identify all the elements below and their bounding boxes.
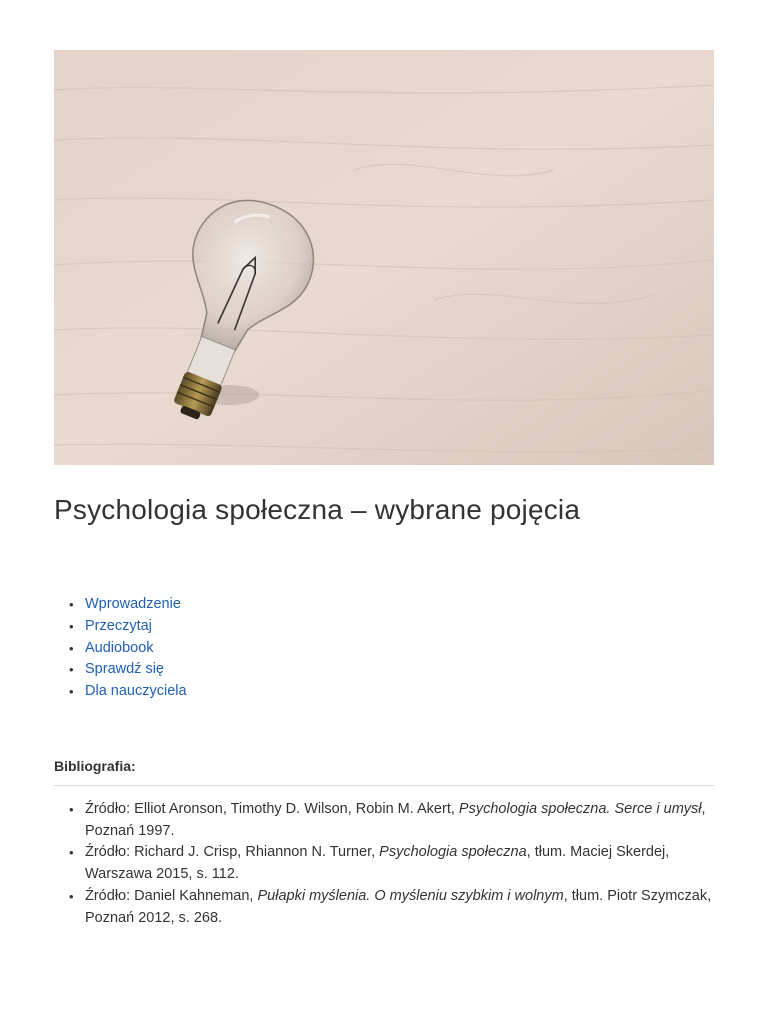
page-title: Psychologia społeczna – wybrane pojęcia <box>54 494 581 525</box>
divider <box>54 785 714 786</box>
bib-entry-title: Pułapki myślenia. O myśleniu szybkim i wolnym <box>257 887 564 904</box>
nav-item-wprowadzenie[interactable] <box>85 594 187 616</box>
bib-entry-suffix: , tłum. Piotr Szymczak, Poznań 2012, s. 268. <box>85 887 712 926</box>
nav-link-wprowadzenie[interactable]: Wprowadzenie <box>85 596 181 612</box>
nav-link-dla-nauczyciela[interactable]: Dla nauczyciela <box>85 683 187 700</box>
bib-entry-prefix: Źródło: Richard J. Crisp, Rhiannon N. Turner, <box>85 844 380 861</box>
bib-entry-prefix: Źródło: Daniel Kahneman, <box>85 887 258 904</box>
bibliography-heading: Bibliografia: <box>54 758 136 774</box>
nav-item-przeczytaj[interactable] <box>85 616 187 638</box>
bib-entry-title: Psychologia społeczna. Serce i umysł <box>458 801 702 817</box>
section-nav <box>54 594 187 703</box>
nav-item-sprawdz-sie[interactable] <box>85 659 187 681</box>
nav-item-audiobook[interactable] <box>85 638 187 660</box>
nav-link-sprawdz-sie[interactable]: Sprawdź się <box>85 661 164 678</box>
light-bulb-icon <box>54 50 714 465</box>
bibliography-entry <box>85 842 745 885</box>
nav-item-dla-nauczyciela[interactable] <box>85 681 187 703</box>
bib-entry-title: Psychologia społeczna <box>379 844 527 861</box>
nav-link-audiobook[interactable]: Audiobook <box>85 639 154 656</box>
bibliography-list <box>54 799 745 929</box>
bibliography-entry <box>85 799 745 842</box>
bibliography-entry <box>85 886 745 929</box>
bib-entry-suffix: , Poznań 1997. <box>85 801 706 839</box>
bib-entry-suffix: , tłum. Maciej Skerdej, Warszawa 2015, s. 112. <box>85 844 670 883</box>
bib-entry-prefix: Źródło: Elliot Aronson, Timothy D. Wilson, Robin M. Akert, <box>85 801 459 817</box>
nav-link-przeczytaj[interactable]: Przeczytaj <box>85 617 152 634</box>
hero-image <box>54 50 714 465</box>
